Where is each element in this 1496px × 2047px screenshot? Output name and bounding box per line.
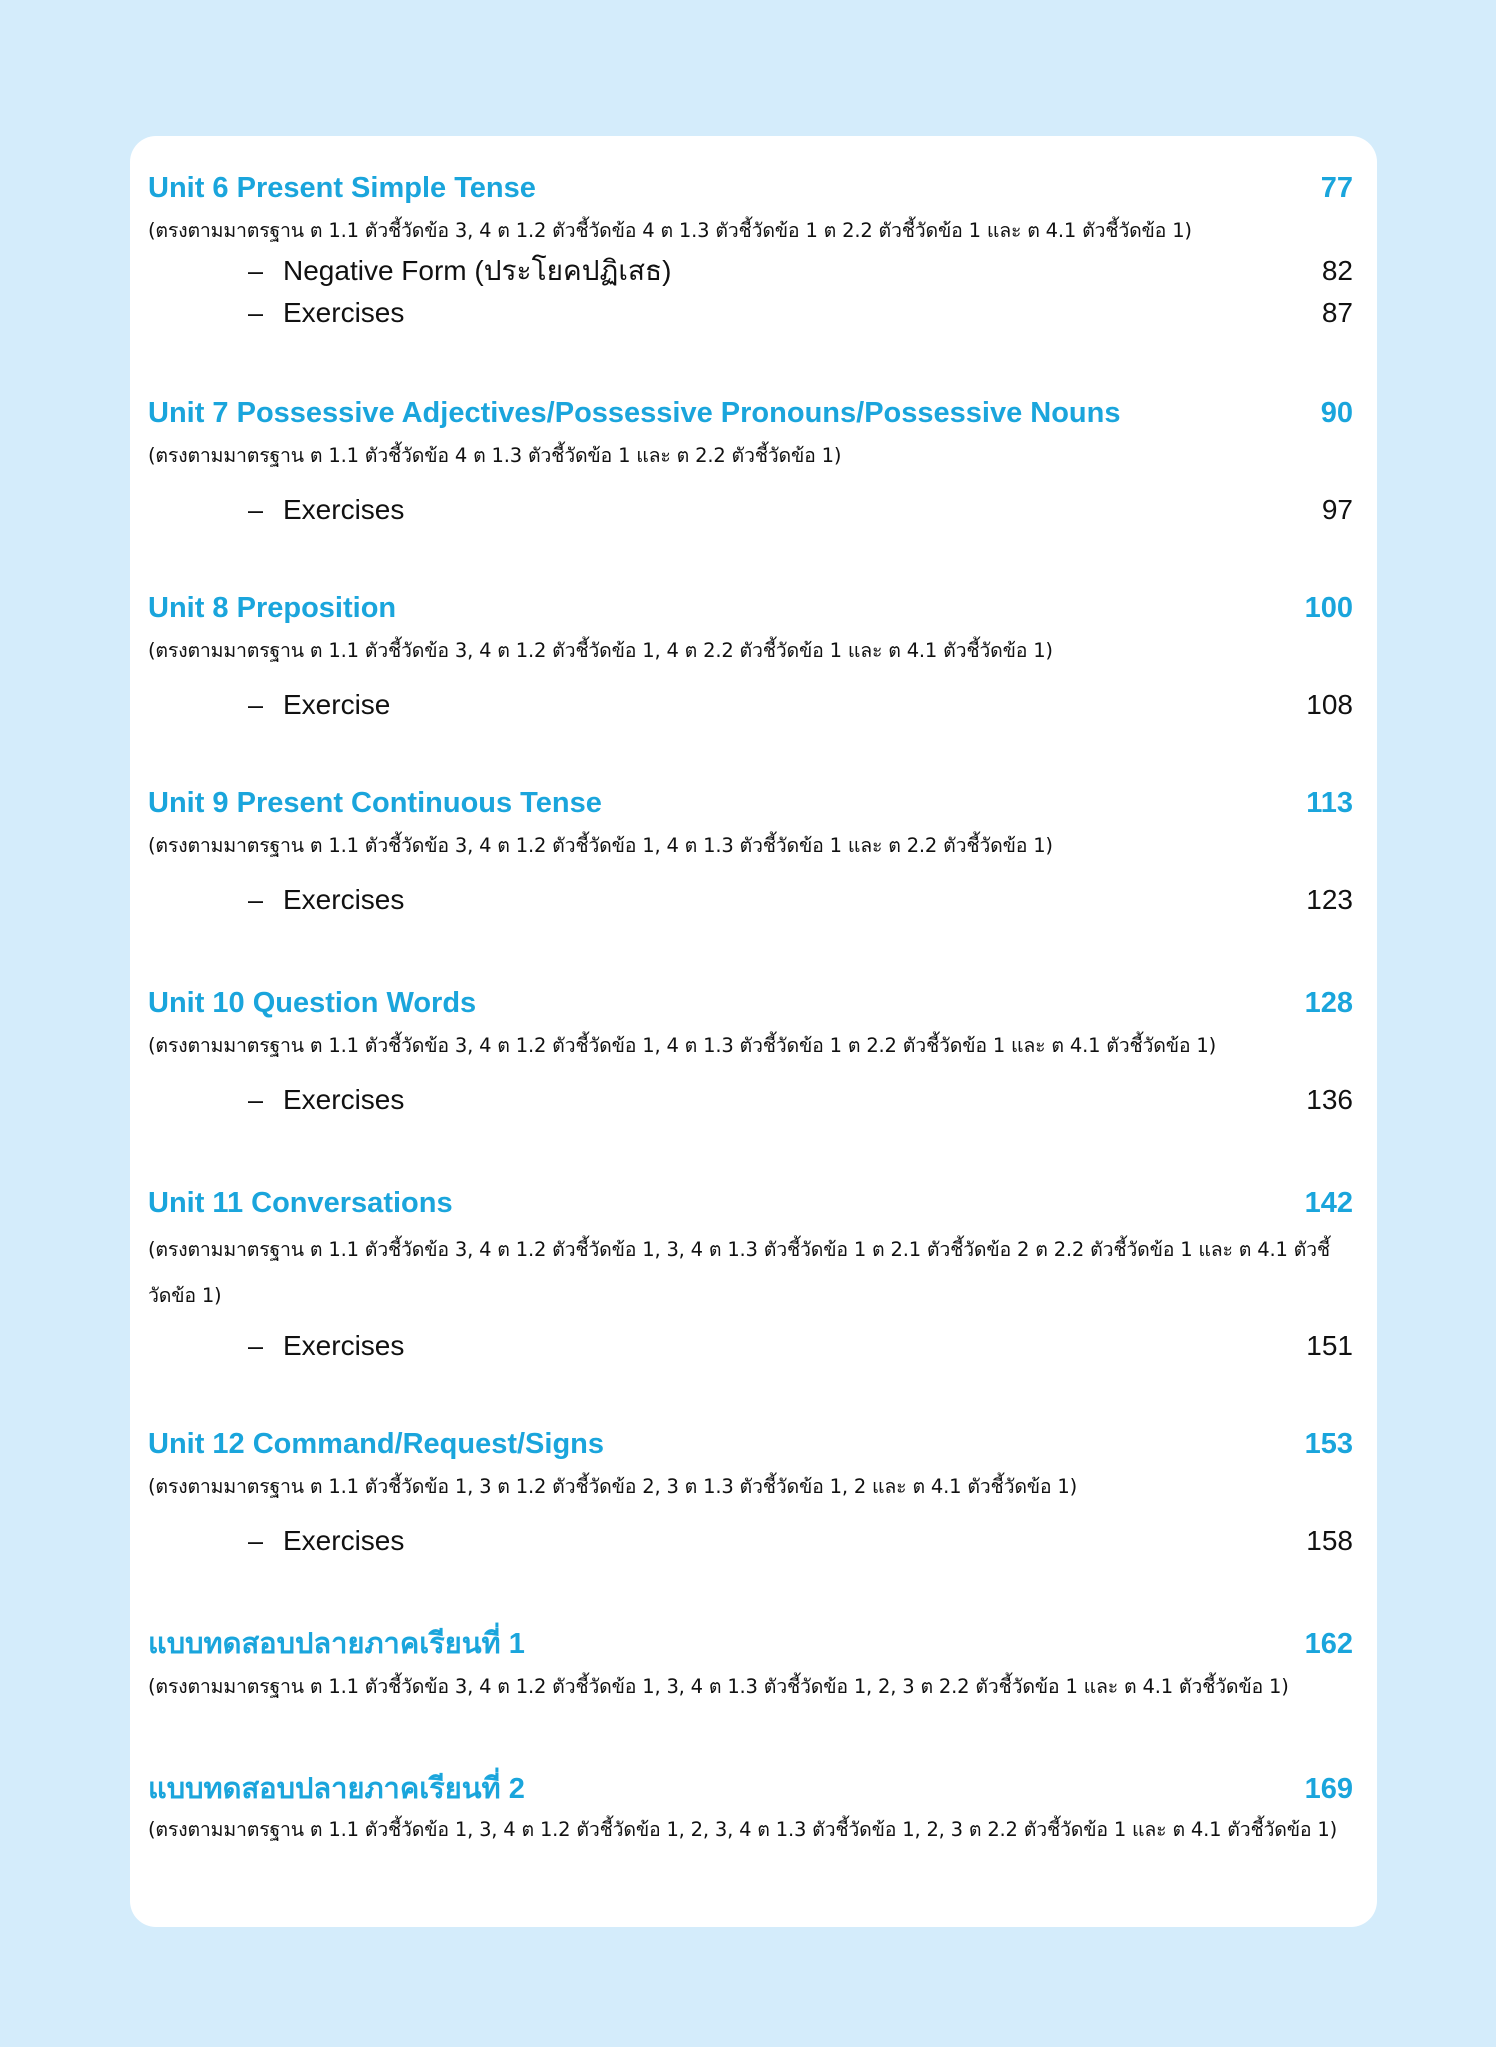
curriculum-standard: (ตรงตามมาตรฐาน ต 1.1 ตัวชี้วัดข้อ 4 ต 1.3 ตัวชี้วัดข้อ 1 และ ต 2.2 ตัวชี้วัดข้อ 1) bbox=[148, 444, 842, 467]
unit-page-number: 162 bbox=[1304, 1628, 1353, 1660]
dash-bullet: – bbox=[248, 298, 264, 328]
unit-page-number: 90 bbox=[1320, 397, 1353, 429]
dash-bullet: – bbox=[248, 495, 264, 525]
unit-title[interactable]: Unit 9 Present Continuous Tense bbox=[148, 787, 602, 819]
sub-entry-label: Exercises bbox=[283, 884, 405, 915]
sub-entry-page: 87 bbox=[1321, 297, 1353, 328]
unit-title[interactable]: Unit 6 Present Simple Tense bbox=[148, 172, 536, 204]
unit-heading-row bbox=[148, 1767, 1353, 1811]
toc-entry-unit-10 bbox=[148, 981, 1353, 1121]
sub-entry[interactable] bbox=[148, 1079, 1353, 1121]
dash-bullet: – bbox=[248, 1331, 264, 1361]
unit-heading-row bbox=[148, 586, 1353, 630]
sub-entry-label: Exercise bbox=[283, 689, 391, 720]
unit-page-number: 77 bbox=[1320, 172, 1353, 204]
sub-entry-page: 158 bbox=[1306, 1525, 1353, 1556]
dash-bullet: – bbox=[248, 885, 264, 915]
curriculum-standard: (ตรงตามมาตรฐาน ต 1.1 ตัวชี้วัดข้อ 3, 4 ต 1.2 ตัวชี้วัดข้อ 1, 3, 4 ต 1.3 ตัวชี้วัดข้อ 1, 2, 3 ต 2.2 ตัวชี้วัดข้อ 1 และ ต 4.1 ตัวชี้วัดข้อ 1) bbox=[148, 1675, 1289, 1698]
sub-entry-label: Exercises bbox=[283, 494, 405, 525]
curriculum-standard: (ตรงตามมาตรฐาน ต 1.1 ตัวชี้วัดข้อ 3, 4 ต 1.2 ตัวชี้วัดข้อ 1, 3, 4 ต 1.3 ตัวชี้วัดข้อ 1 ต 2.1 ตัวชี้วัดข้อ 2 ต 2.2 ตัวชี้วัดข้อ 1 และ ต 4.1 ตัวชี้วัดข้อ 1) bbox=[148, 1238, 1330, 1307]
sub-entry-label: Exercises bbox=[283, 1525, 405, 1556]
unit-heading-row bbox=[148, 781, 1353, 825]
unit-page-number: 128 bbox=[1304, 987, 1353, 1019]
toc-entry-unit-11 bbox=[148, 1181, 1353, 1367]
unit-title[interactable]: Unit 10 Question Words bbox=[148, 987, 477, 1019]
sub-entry[interactable] bbox=[148, 292, 1353, 334]
curriculum-standard: (ตรงตามมาตรฐาน ต 1.1 ตัวชี้วัดข้อ 3, 4 ต 1.2 ตัวชี้วัดข้อ 1, 4 ต 2.2 ตัวชี้วัดข้อ 1 และ ต 4.1 ตัวชี้วัดข้อ 1) bbox=[148, 639, 1053, 662]
sub-entry-page: 136 bbox=[1306, 1084, 1353, 1115]
unit-heading-row bbox=[148, 391, 1353, 435]
dash-bullet: – bbox=[248, 1526, 264, 1556]
curriculum-standard: (ตรงตามมาตรฐาน ต 1.1 ตัวชี้วัดข้อ 3, 4 ต 1.2 ตัวชี้วัดข้อ 4 ต 1.3 ตัวชี้วัดข้อ 1 ต 2.2 ตัวชี้วัดข้อ 1 และ ต 4.1 ตัวชี้วัดข้อ 1) bbox=[148, 219, 1192, 242]
toc-entry-unit-7 bbox=[148, 391, 1353, 531]
dash-bullet: – bbox=[248, 256, 264, 286]
curriculum-standard: (ตรงตามมาตรฐาน ต 1.1 ตัวชี้วัดข้อ 1, 3 ต 1.2 ตัวชี้วัดข้อ 2, 3 ต 1.3 ตัวชี้วัดข้อ 1, 2 และ ต 4.1 ตัวชี้วัดข้อ 1) bbox=[148, 1475, 1078, 1498]
sub-entry[interactable] bbox=[148, 684, 1353, 726]
unit-heading-row bbox=[148, 1622, 1353, 1666]
sub-entry-page: 151 bbox=[1306, 1330, 1353, 1361]
toc-entry-unit-6 bbox=[148, 166, 1353, 334]
unit-title[interactable]: Unit 8 Preposition bbox=[148, 592, 397, 624]
unit-title[interactable]: แบบทดสอบปลายภาคเรียนที่ 2 bbox=[148, 1773, 525, 1805]
toc-entry-unit-12 bbox=[148, 1422, 1353, 1562]
sub-entry-label: Exercises bbox=[283, 1330, 405, 1361]
toc-card bbox=[130, 136, 1377, 1927]
unit-page-number: 100 bbox=[1304, 592, 1353, 624]
toc-entry-unit-9 bbox=[148, 781, 1353, 921]
curriculum-standard: (ตรงตามมาตรฐาน ต 1.1 ตัวชี้วัดข้อ 3, 4 ต 1.2 ตัวชี้วัดข้อ 1, 4 ต 1.3 ตัวชี้วัดข้อ 1 และ ต 2.2 ตัวชี้วัดข้อ 1) bbox=[148, 834, 1053, 857]
sub-entry-label: Exercises bbox=[283, 1084, 405, 1115]
toc-entry-unit-8 bbox=[148, 586, 1353, 726]
unit-heading-row bbox=[148, 1422, 1353, 1466]
unit-heading-row bbox=[148, 166, 1353, 210]
sub-entry-page: 123 bbox=[1306, 884, 1353, 915]
unit-title[interactable]: Unit 11 Conversations bbox=[148, 1187, 453, 1219]
sub-entry-label: Negative Form (ประโยคปฏิเสธ) bbox=[283, 255, 672, 286]
sub-entry-page: 108 bbox=[1306, 689, 1353, 720]
dash-bullet: – bbox=[248, 690, 264, 720]
sub-entry-page: 97 bbox=[1321, 494, 1353, 525]
sub-entry-page: 82 bbox=[1321, 255, 1353, 286]
unit-page-number: 169 bbox=[1304, 1773, 1353, 1805]
sub-entry[interactable] bbox=[148, 489, 1353, 531]
sub-entry[interactable] bbox=[148, 879, 1353, 921]
sub-entry[interactable] bbox=[148, 1325, 1353, 1367]
unit-heading-row bbox=[148, 981, 1353, 1025]
unit-title[interactable]: แบบทดสอบปลายภาคเรียนที่ 1 bbox=[148, 1628, 525, 1660]
sub-entry-label: Exercises bbox=[283, 297, 405, 328]
unit-title[interactable]: Unit 7 Possessive Adjectives/Possessive Pronouns/Possessive Nouns bbox=[148, 397, 1121, 429]
unit-page-number: 142 bbox=[1304, 1187, 1353, 1219]
unit-title[interactable]: Unit 12 Command/Request/Signs bbox=[148, 1428, 605, 1460]
toc-entry-final-exam-1 bbox=[148, 1622, 1353, 1704]
dash-bullet: – bbox=[248, 1085, 264, 1115]
curriculum-standard: (ตรงตามมาตรฐาน ต 1.1 ตัวชี้วัดข้อ 3, 4 ต 1.2 ตัวชี้วัดข้อ 1, 4 ต 1.3 ตัวชี้วัดข้อ 1 ต 2.2 ตัวชี้วัดข้อ 1 และ ต 4.1 ตัวชี้วัดข้อ 1) bbox=[148, 1034, 1217, 1057]
unit-page-number: 113 bbox=[1306, 787, 1353, 819]
unit-heading-row bbox=[148, 1181, 1353, 1225]
unit-page-number: 153 bbox=[1304, 1428, 1353, 1460]
sub-entry[interactable] bbox=[148, 250, 1353, 292]
sub-entry[interactable] bbox=[148, 1520, 1353, 1562]
curriculum-standard: (ตรงตามมาตรฐาน ต 1.1 ตัวชี้วัดข้อ 1, 3, 4 ต 1.2 ตัวชี้วัดข้อ 1, 2, 3, 4 ต 1.3 ตัวชี้วัดข้อ 1, 2, 3 ต 2.2 ตัวชี้วัดข้อ 1 และ ต 4.1 ตัวชี้วัดข้อ 1) bbox=[148, 1818, 1338, 1841]
toc-entry-final-exam-2 bbox=[148, 1767, 1353, 1847]
